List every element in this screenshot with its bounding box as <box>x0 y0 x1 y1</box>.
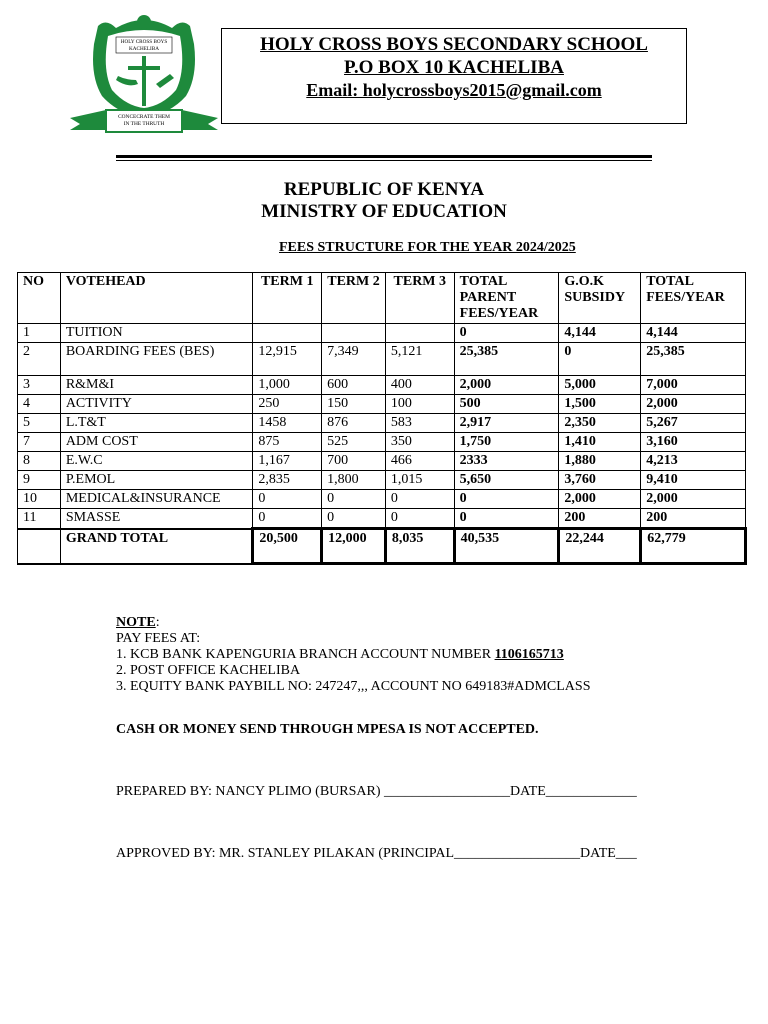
fees-structure-title: FEES STRUCTURE FOR THE YEAR 2024/2025 <box>279 240 576 255</box>
table-row <box>18 509 746 529</box>
col-header-total-fees: TOTAL FEES/YEAR <box>641 273 746 324</box>
table-cell: 1458 <box>253 414 322 433</box>
table-cell: 2,835 <box>253 471 322 490</box>
note-line-kcb <box>116 647 590 663</box>
table-cell: 9 <box>18 471 61 490</box>
table-cell: 10 <box>18 490 61 509</box>
table-cell: 7 <box>18 433 61 452</box>
table-cell: 583 <box>385 414 454 433</box>
table-cell: R&M&I <box>60 376 253 395</box>
school-email: Email: holycrossboys2015@gmail.com <box>306 80 602 100</box>
table-cell: 1,000 <box>253 376 322 395</box>
col-header-gok-subsidy: G.O.K SUBSIDY <box>559 273 641 324</box>
table-cell: 1,167 <box>253 452 322 471</box>
table-cell: ACTIVITY <box>60 395 253 414</box>
kcb-account-number: 1106165713 <box>494 647 564 662</box>
ministry-title: MINISTRY OF EDUCATION <box>261 201 507 222</box>
col-header-votehead: VOTEHEAD <box>60 273 253 324</box>
table-cell: SMASSE <box>60 509 253 529</box>
table-cell: 700 <box>322 452 386 471</box>
table-cell: 2,000 <box>641 395 746 414</box>
school-name: HOLY CROSS BOYS SECONDARY SCHOOL <box>260 34 648 55</box>
table-cell: 5,650 <box>454 471 559 490</box>
table-cell: 7,349 <box>322 343 386 376</box>
table-cell: 2,917 <box>454 414 559 433</box>
table-cell: 3,160 <box>641 433 746 452</box>
table-cell: 1,750 <box>454 433 559 452</box>
table-cell: BOARDING FEES (BES) <box>60 343 253 376</box>
table-cell: 0 <box>454 324 559 343</box>
table-cell: 350 <box>385 433 454 452</box>
table-cell: 4,213 <box>641 452 746 471</box>
table-cell: 5,121 <box>385 343 454 376</box>
table-cell: 2,000 <box>559 490 641 509</box>
table-cell: 25,385 <box>641 343 746 376</box>
table-cell: 525 <box>322 433 386 452</box>
logo-motto-line2: IN THE THRUTH <box>123 121 165 127</box>
table-cell: E.W.C <box>60 452 253 471</box>
grand-total-cell <box>18 529 61 564</box>
table-cell: 1,410 <box>559 433 641 452</box>
approved-by-line: APPROVED BY: MR. STANLEY PILAKAN (PRINCIPAL__________________DATE___ <box>116 846 637 861</box>
table-row <box>18 343 746 376</box>
note-pay-at: PAY FEES AT: <box>116 631 201 646</box>
table-row <box>18 324 746 343</box>
grand-total-cell: 62,779 <box>641 529 746 564</box>
table-cell: 4 <box>18 395 61 414</box>
school-address: P.O BOX 10 KACHELIBA <box>344 57 564 78</box>
table-cell: 11 <box>18 509 61 529</box>
table-cell: 4,144 <box>559 324 641 343</box>
table-cell: 875 <box>253 433 322 452</box>
table-cell <box>322 324 386 343</box>
col-header-total-parent: TOTAL PARENT FEES/YEAR <box>454 273 559 324</box>
logo-text-line2: KACHELIBA <box>129 46 159 52</box>
table-cell: 400 <box>385 376 454 395</box>
col-header-term3: TERM 3 <box>385 273 454 324</box>
table-cell: 0 <box>253 490 322 509</box>
table-cell: 0 <box>253 509 322 529</box>
header-divider-thick <box>116 155 652 158</box>
table-cell: 1,500 <box>559 395 641 414</box>
fees-table <box>17 272 747 565</box>
table-cell: 5,000 <box>559 376 641 395</box>
table-cell: 2,000 <box>641 490 746 509</box>
grand-total-cell: 8,035 <box>385 529 454 564</box>
fees-table-body <box>18 324 746 564</box>
table-cell: 1,800 <box>322 471 386 490</box>
table-cell: 0 <box>559 343 641 376</box>
prepared-by-line: PREPARED BY: NANCY PLIMO (BURSAR) __________________DATE_____________ <box>116 784 637 799</box>
col-header-term2: TERM 2 <box>322 273 386 324</box>
table-cell: 100 <box>385 395 454 414</box>
note-label: NOTE <box>116 615 156 630</box>
table-cell: 0 <box>454 509 559 529</box>
table-row <box>18 376 746 395</box>
table-cell: 25,385 <box>454 343 559 376</box>
table-cell <box>253 324 322 343</box>
table-cell: 5 <box>18 414 61 433</box>
table-cell: 3,760 <box>559 471 641 490</box>
republic-title: REPUBLIC OF KENYA <box>283 179 485 200</box>
table-cell: 8 <box>18 452 61 471</box>
table-cell: 250 <box>253 395 322 414</box>
table-row <box>18 433 746 452</box>
table-cell: 0 <box>322 509 386 529</box>
table-cell: ADM COST <box>60 433 253 452</box>
table-cell: 2,000 <box>454 376 559 395</box>
table-row <box>18 395 746 414</box>
table-cell: 2333 <box>454 452 559 471</box>
table-row <box>18 471 746 490</box>
table-row <box>18 414 746 433</box>
grand-total-label: GRAND TOTAL <box>60 529 253 564</box>
table-cell: 150 <box>322 395 386 414</box>
table-cell: 0 <box>385 509 454 529</box>
table-header-row <box>18 273 746 324</box>
table-cell: 4,144 <box>641 324 746 343</box>
table-cell: 500 <box>454 395 559 414</box>
col-header-term1: TERM 1 <box>253 273 322 324</box>
school-crest-logo <box>66 14 222 134</box>
table-cell: 0 <box>385 490 454 509</box>
table-cell: 600 <box>322 376 386 395</box>
table-cell: 2,350 <box>559 414 641 433</box>
table-cell: 200 <box>641 509 746 529</box>
table-cell: 9,410 <box>641 471 746 490</box>
table-cell: 7,000 <box>641 376 746 395</box>
logo-text-line1: HOLY CROSS BOYS <box>120 39 168 45</box>
col-header-no: NO <box>18 273 61 324</box>
table-cell: 5,267 <box>641 414 746 433</box>
grand-total-cell: 20,500 <box>253 529 322 564</box>
header-divider-thin <box>116 160 652 161</box>
grand-total-row <box>18 529 746 564</box>
cash-warning: CASH OR MONEY SEND THROUGH MPESA IS NOT ACCEPTED. <box>116 722 539 737</box>
table-cell: 466 <box>385 452 454 471</box>
table-cell: 0 <box>454 490 559 509</box>
grand-total-cell: 12,000 <box>322 529 386 564</box>
table-cell: 3 <box>18 376 61 395</box>
note-line-equity: 3. EQUITY BANK PAYBILL NO: 247247,,, ACCOUNT NO 649183#ADMCLASS <box>116 679 591 694</box>
table-cell: 12,915 <box>253 343 322 376</box>
logo-motto-line1: CONCECRATE THEM <box>118 114 170 120</box>
table-cell: 1,880 <box>559 452 641 471</box>
table-cell: 1,015 <box>385 471 454 490</box>
school-header-box <box>221 28 687 124</box>
table-row <box>18 490 746 509</box>
table-row <box>18 452 746 471</box>
grand-total-cell: 22,244 <box>559 529 641 564</box>
table-cell <box>385 324 454 343</box>
table-cell: P.EMOL <box>60 471 253 490</box>
note-kcb-text: 1. KCB BANK KAPENGURIA BRANCH ACCOUNT NUMBER <box>116 647 495 662</box>
table-cell: 0 <box>322 490 386 509</box>
grand-total-cell: 40,535 <box>454 529 559 564</box>
table-cell: 2 <box>18 343 61 376</box>
table-cell: 876 <box>322 414 386 433</box>
table-cell: 1 <box>18 324 61 343</box>
table-cell: 200 <box>559 509 641 529</box>
table-cell: MEDICAL&INSURANCE <box>60 490 253 509</box>
note-line-post-office: 2. POST OFFICE KACHELIBA <box>116 663 301 678</box>
table-cell: L.T&T <box>60 414 253 433</box>
table-cell: TUITION <box>60 324 253 343</box>
payment-note: NOTE: PAY FEES AT: 1. KCB BANK KAPENGURIA BRANCH ACCOUNT NUMBER 1106165713 2. POST OFFICE KACHELIBA 3. EQUITY BANK PAYBILL NO: 247247,,, ACCOUNT NO 649183#ADMCLASS <box>116 615 591 694</box>
